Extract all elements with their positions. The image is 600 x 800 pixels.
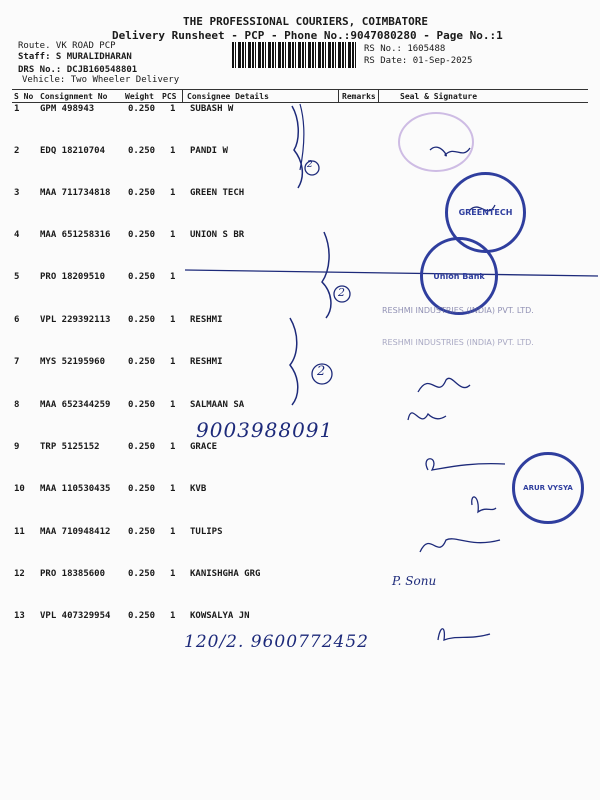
row-3-pcs: 1 — [170, 188, 176, 198]
row-7-consignment: MYS 52195960 — [40, 357, 106, 367]
row-6-consignment: VPL 229392113 — [40, 315, 111, 325]
reshmi-stamp-text: RESHMI INDUSTRIES (INDIA) PVT. LTD. — [382, 306, 534, 315]
row-6-pcs: 1 — [170, 315, 176, 325]
row-9-consignment: TRP 5125152 — [40, 442, 100, 452]
arur-stamp-text: ARUR VYSYA — [523, 484, 573, 492]
vehicle: Vehicle: Two Wheeler Delivery — [22, 75, 180, 85]
rs-date: RS Date: 01-Sep-2025 — [364, 56, 473, 66]
row-9-consignee: GRACE — [190, 442, 218, 452]
col-seal: Seal & Signature — [400, 92, 478, 101]
runsheet-title: Delivery Runsheet - PCP - Phone No.:9047080280 - Page No.:1 — [112, 29, 503, 42]
row-10-pcs: 1 — [170, 484, 176, 494]
row-9-pcs: 1 — [170, 442, 176, 452]
row-2-weight: 0.250 — [128, 146, 156, 156]
drs-no: DRS No.: DCJB160548801 — [18, 65, 138, 75]
row-7-pcs: 1 — [170, 357, 176, 367]
brace-2 — [322, 232, 331, 318]
reshmi-stamp-text-2: RESHMI INDUSTRIES (INDIA) PVT. LTD. — [382, 338, 534, 347]
col-sno: S No — [14, 92, 34, 101]
col-pcs: PCS — [162, 92, 177, 101]
row-3-weight: 0.250 — [128, 188, 156, 198]
signature-row9 — [426, 459, 505, 470]
row-2-pcs: 1 — [170, 146, 176, 156]
row-12-consignee: KANISHGHA GRG — [190, 569, 261, 579]
union-bank-stamp — [420, 237, 498, 315]
row-7-sno: 7 — [14, 357, 20, 367]
signature-row10 — [472, 497, 496, 512]
staff: Staff: S MURALIDHARAN — [18, 52, 132, 62]
row-9-sno: 9 — [14, 442, 20, 452]
row-1-pcs: 1 — [170, 104, 176, 114]
row-3-consignee: GREEN TECH — [190, 188, 245, 198]
group1-count: 2 — [307, 160, 313, 170]
row-8-weight: 0.250 — [128, 400, 156, 410]
row-1-weight: 0.250 — [128, 104, 156, 114]
brace-1 — [292, 106, 302, 188]
row-12-weight: 0.250 — [128, 569, 156, 579]
row-6-sno: 6 — [14, 315, 20, 325]
col-consignment: Consignment No — [40, 92, 108, 101]
row-5-consignment: PRO 18209510 — [40, 272, 106, 282]
row-5-sno: 5 — [14, 272, 20, 282]
row-11-consignment: MAA 710948412 — [40, 527, 111, 537]
row-8-consignee: SALMAAN SA — [190, 400, 245, 410]
row-10-sno: 10 — [14, 484, 25, 494]
row-5-weight: 0.250 — [128, 272, 156, 282]
row-9-weight: 0.250 — [128, 442, 156, 452]
group3-count: 2 — [317, 364, 326, 379]
row-2-consignment: EDQ 18210704 — [40, 146, 106, 156]
row-2-sno: 2 — [14, 146, 20, 156]
row-11-consignee: TULIPS — [190, 527, 223, 537]
row-4-sno: 4 — [14, 230, 20, 240]
col-consignee: Consignee Details — [187, 92, 269, 101]
row-12-consignment: PRO 18385600 — [40, 569, 106, 579]
row-8-sno: 8 — [14, 400, 20, 410]
signature-row11 — [420, 539, 500, 552]
greentech-stamp-text: GREENTECH — [458, 208, 513, 217]
brace-3 — [290, 318, 298, 405]
row-6-weight: 0.250 — [128, 315, 156, 325]
row-3-consignment: MAA 711734818 — [40, 188, 111, 198]
row-5-pcs: 1 — [170, 272, 176, 282]
handwritten-phone-row13: 120/2. 9600772452 — [184, 632, 369, 652]
row-12-pcs: 1 — [170, 569, 176, 579]
row-2-consignee: PANDI W — [190, 146, 228, 156]
row-11-weight: 0.250 — [128, 527, 156, 537]
rs-no: RS No.: 1605488 — [364, 44, 446, 54]
col-remarks: Remarks — [342, 92, 376, 101]
row-3-sno: 3 — [14, 188, 20, 198]
row-11-sno: 11 — [14, 527, 25, 537]
signature-row8 — [408, 413, 446, 420]
row-7-weight: 0.250 — [128, 357, 156, 367]
handwritten-phone-row8: 9003988091 — [196, 418, 334, 442]
row-6-consignee: RESHMI — [190, 315, 223, 325]
row-8-consignment: MAA 652344259 — [40, 400, 111, 410]
row-13-pcs: 1 — [170, 611, 176, 621]
row-10-consignment: MAA 110530435 — [40, 484, 111, 494]
row-4-consignment: MAA 651258316 — [40, 230, 111, 240]
row-4-weight: 0.250 — [128, 230, 156, 240]
row-13-weight: 0.250 — [128, 611, 156, 621]
row-13-consignee: KOWSALYA JN — [190, 611, 250, 621]
row-1-consignee: SUBASH W — [190, 104, 234, 114]
signature-row7 — [418, 378, 470, 392]
route: Route. VK ROAD PCP — [18, 41, 116, 51]
row-11-pcs: 1 — [170, 527, 176, 537]
row-7-consignee: RESHMI — [190, 357, 223, 367]
row-4-pcs: 1 — [170, 230, 176, 240]
arur-vysya-stamp — [512, 452, 584, 524]
union-bank-stamp-text: Union Bank — [433, 271, 485, 281]
row5-line — [185, 270, 598, 276]
row-10-weight: 0.250 — [128, 484, 156, 494]
company-name: THE PROFESSIONAL COURIERS, COIMBATORE — [183, 15, 429, 28]
row-8-pcs: 1 — [170, 400, 176, 410]
row-13-consignment: VPL 407329954 — [40, 611, 111, 621]
row-1-consignment: GPM 498943 — [40, 104, 95, 114]
signature-row12: P. Sonu — [392, 574, 437, 588]
row-12-sno: 12 — [14, 569, 25, 579]
group2-count: 2 — [338, 286, 345, 299]
row-13-sno: 13 — [14, 611, 25, 621]
col-weight: Weight — [125, 92, 154, 101]
row-4-consignee: UNION S BR — [190, 230, 245, 240]
row-10-consignee: KVB — [190, 484, 207, 494]
row-1-sno: 1 — [14, 104, 20, 114]
signature-row13 — [438, 629, 490, 640]
purple-seal-stamp — [398, 112, 474, 172]
